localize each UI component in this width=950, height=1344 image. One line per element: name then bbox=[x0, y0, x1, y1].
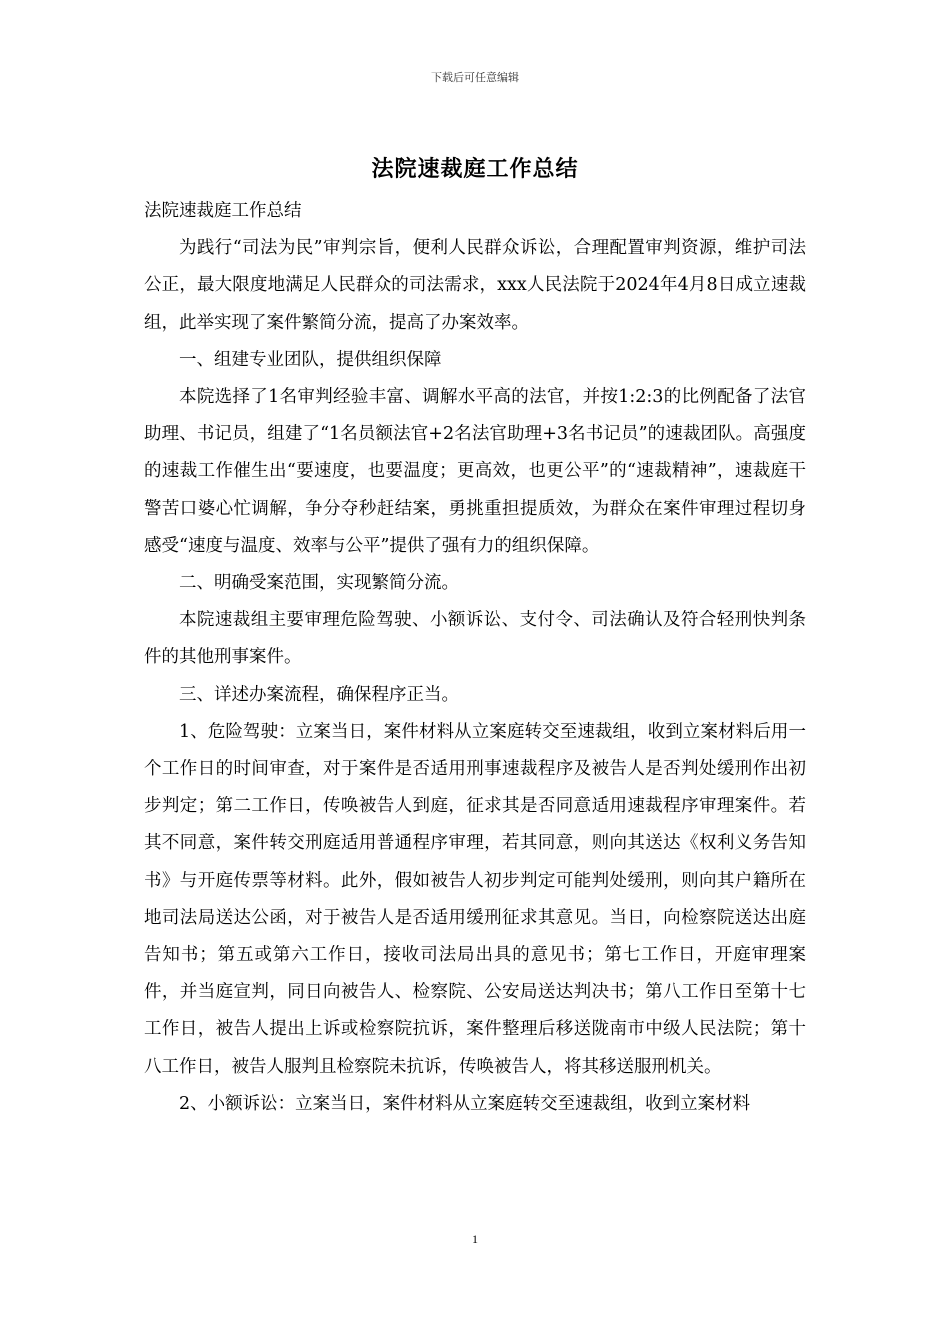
header-note: 下载后可任意编辑 bbox=[431, 71, 519, 84]
page-number: 1 bbox=[472, 1232, 478, 1246]
document-title: 法院速裁庭工作总结 bbox=[371, 157, 579, 182]
paragraph-dangerous-driving: 1、危险驾驶：立案当日，案件材料从立案庭转交至速裁组，收到立案材料后用一个工作日的时间审查，对于案件是否适用刑事速裁程序及被告人是否判处缓刑作出初步判定；第二工作日，传唤被告人到庭，征求其是否同意适用速裁程序审理案件。若其不同意，案件转交刑庭适用普通程序审理，若其同意，则向其送达《权利义务告知书》与开庭传票等材料。此外，假如被告人初步判定可能判处缓刑，则向其户籍所在地司法局送达公函，对于被告人是否适用缓刑征求其意见。当日，向检察院送达出庭告知书；第五或第六工作日，接收司法局出具的意见书；第七工作日，开庭审理案件，并当庭宣判，同日向被告人、检察院、公安局送达判决书；第八工作日至第十七工作日，被告人提出上诉或检察院抗诉，案件整理后移送陇南市中级人民法院；第十八工作日，被告人服判且检察院未抗诉，传唤被告人，将其移送服刑机关。 bbox=[144, 721, 806, 1077]
section-heading-2: 二、明确受案范围，实现繁简分流。 bbox=[179, 573, 459, 594]
paragraph-small-claims: 2、小额诉讼：立案当日，案件材料从立案庭转交至速裁组，收到立案材料 bbox=[179, 1093, 751, 1114]
section-heading-3: 三、详述办案流程，确保程序正当。 bbox=[179, 684, 459, 705]
document-subtitle: 法院速裁庭工作总结 bbox=[144, 201, 302, 221]
paragraph-scope: 本院速裁组主要审理危险驾驶、小额诉讼、支付令、司法确认及符合轻刑快判条件的其他刑事案件。 bbox=[144, 610, 806, 668]
document-body bbox=[144, 193, 806, 1123]
paragraph-team: 本院选择了1名审判经验丰富、调解水平高的法官，并按1:2:3的比例配备了法官助理、书记员，组建了“1名员额法官+2名法官助理+3名书记员”的速裁团队。高强度的速裁工作催生出“要速度，也要温度；更高效，也更公平”的“速裁精神”，速裁庭干警苦口婆心忙调解，争分夺秒赶结案，勇挑重担提质效，为群众在案件审理过程切身感受“速度与温度、效率与公平”提供了强有力的组织保障。 bbox=[144, 387, 806, 556]
section-heading-1: 一、组建专业团队，提供组织保障 bbox=[179, 349, 442, 370]
paragraph-intro: 为践行“司法为民”审判宗旨，便利人民群众诉讼，合理配置审判资源，维护司法公正，最大限度地满足人民群众的司法需求，xxx人民法院于2024年4月8日成立速裁组，此举实现了案件繁简分流，提高了办案效率。 bbox=[144, 238, 806, 333]
